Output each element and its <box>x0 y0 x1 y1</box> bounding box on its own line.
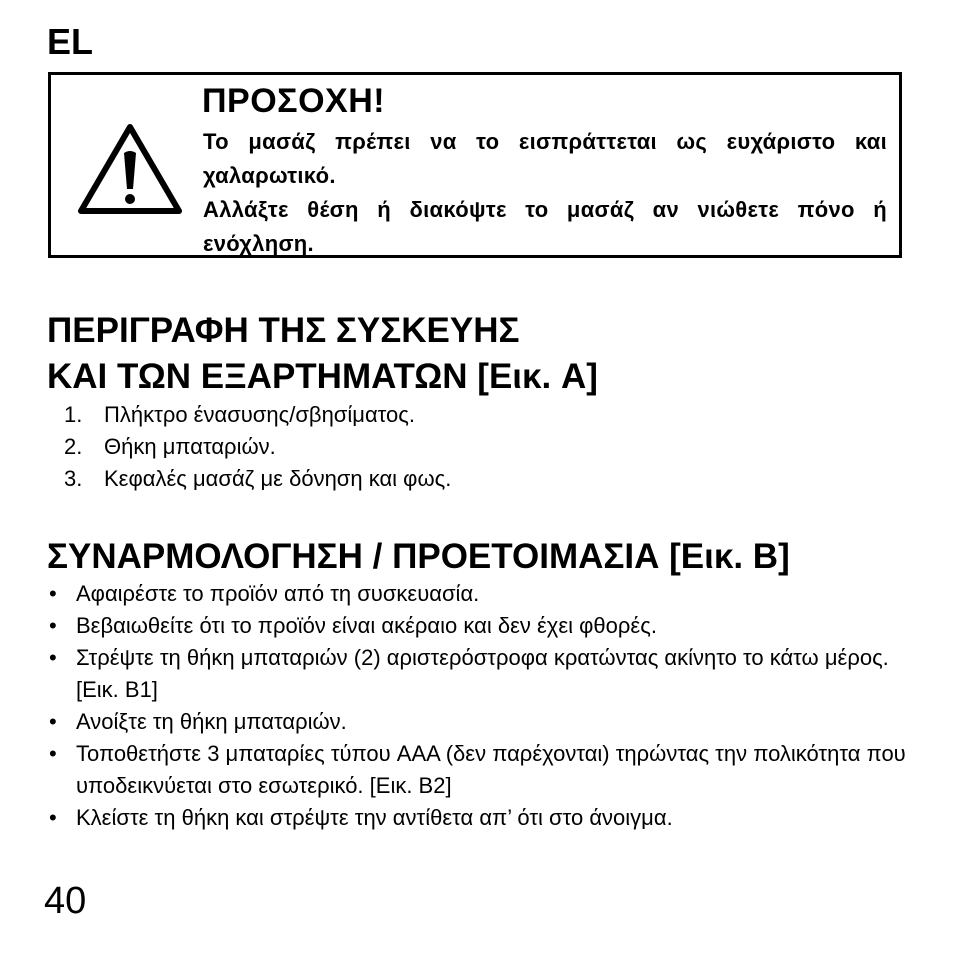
description-heading-line1: ΠΕΡΙΓΡΑΦΗ ΤΗΣ ΣΥΣΚΕΥΗΣ <box>47 311 520 350</box>
warning-triangle-icon <box>75 119 185 219</box>
list-item: • Στρέψτε τη θήκη μπαταριών (2) αριστερόστροφα κρατώντας ακίνητο το κάτω μέρος. [Εικ. B1] <box>0 642 920 706</box>
warning-title: ΠΡΟΣΟΧΗ! <box>202 82 386 120</box>
list-text: Πλήκτρο ένασυσης/σβησίματος. <box>104 402 415 427</box>
warning-text <box>203 125 887 261</box>
list-item: • Ανοίξτε τη θήκη μπαταριών. <box>0 706 920 738</box>
assembly-steps <box>0 578 920 834</box>
list-item: • Τοποθετήστε 3 μπαταρίες τύπου AAA (δεν παρέχονται) τηρώντας την πολικότητα που υποδεικνύεται στο εσωτερικό. [Εικ. B2] <box>0 738 920 802</box>
warning-box <box>48 72 902 258</box>
language-code: EL <box>47 21 94 62</box>
warning-line: Το μασάζ πρέπει να το εισπράττεται ως ευχάριστο και χαλαρωτικό. <box>203 129 887 188</box>
assembly-heading: ΣΥΝΑΡΜΟΛΟΓΗΣΗ / ΠΡΟΕΤΟΙΜΑΣΙΑ [Εικ. B] <box>47 537 790 576</box>
list-number: 1. <box>64 402 83 427</box>
list-item: • Αφαιρέστε το προϊόν από τη συσκευασία. <box>0 578 920 610</box>
list-text: Θήκη μπαταριών. <box>104 434 276 459</box>
description-heading <box>47 308 598 400</box>
list-number: 2. <box>64 434 83 459</box>
list-item <box>0 431 451 463</box>
page-number: 40 <box>44 880 87 922</box>
list-item: • Βεβαιωθείτε ότι το προϊόν είναι ακέραιο και δεν έχει φθορές. <box>0 610 920 642</box>
parts-list <box>0 399 451 495</box>
list-item <box>0 399 451 431</box>
list-number: 3. <box>64 466 83 491</box>
description-heading-line2: ΚΑΙ ΤΩΝ ΕΞΑΡΤΗΜΑΤΩΝ [Εικ. A] <box>47 357 598 396</box>
list-text: Κεφαλές μασάζ με δόνηση και φως. <box>104 466 452 491</box>
list-item <box>0 463 451 495</box>
list-item: • Κλείστε τη θήκη και στρέψτε την αντίθετα απ’ ότι στο άνοιγμα. <box>0 802 920 834</box>
warning-line: Αλλάξτε θέση ή διακόψτε το μασάζ αν νιώθετε πόνο ή ενόχληση. <box>203 197 887 256</box>
